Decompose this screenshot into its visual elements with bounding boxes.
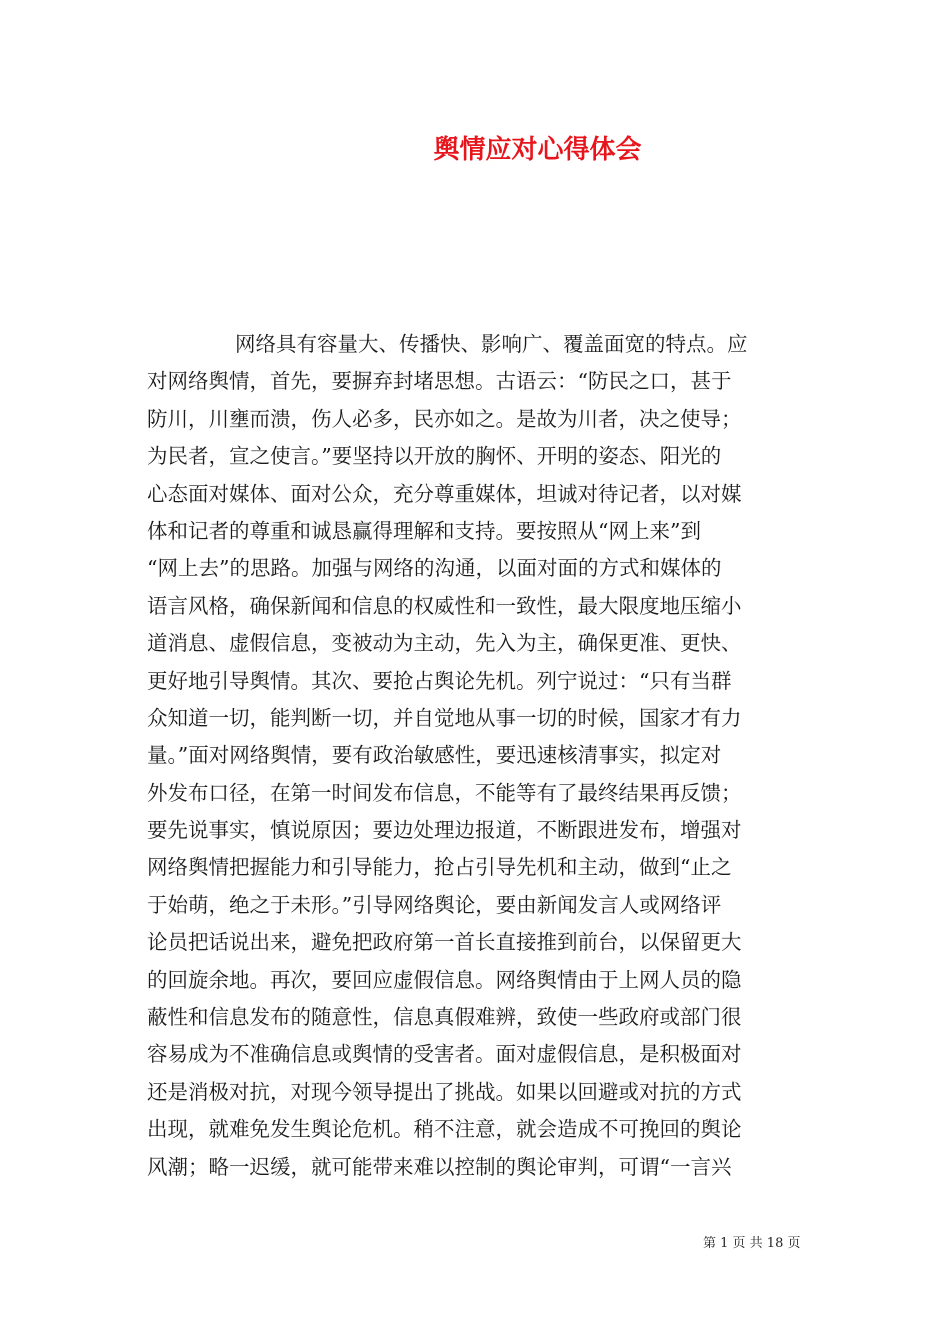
text-line: 更好地引导舆情。其次、要抢占舆论先机。列宁说过：“只有当群 — [147, 668, 732, 693]
text-line: 于始萌，绝之于未形。”引导网络舆论，要由新闻发言人或网络评 — [147, 892, 722, 917]
text-line: 心态面对媒体、面对公众，充分尊重媒体，坦诚对待记者，以对媒 — [147, 481, 742, 506]
text-line: 对网络舆情，首先，要摒弃封堵思想。古语云：“防民之口，甚于 — [147, 369, 732, 394]
text-line: 论员把话说出来，避免把政府第一首长直接推到前台，以保留更大 — [147, 930, 742, 955]
text-line: 网络舆情把握能力和引导能力，抢占引导先机和主动，做到“止之 — [147, 855, 732, 880]
document-title: 舆情应对心得体会 — [433, 135, 642, 165]
text-line: 的回旋余地。再次，要回应虚假信息。网络舆情由于上网人员的隐 — [147, 967, 742, 992]
text-line: 体和记者的尊重和诚恳赢得理解和支持。要按照从“网上来”到 — [147, 518, 701, 543]
text-line: 量。”面对网络舆情，要有政治敏感性，要迅速核清事实，拟定对 — [147, 743, 722, 768]
text-line: 容易成为不准确信息或舆情的受害者。面对虚假信息，是积极面对 — [147, 1042, 742, 1067]
text-line: 为民者，宣之使言。”要坚持以开放的胸怀、开明的姿态、阳光的 — [147, 444, 722, 469]
text-line: 语言风格，确保新闻和信息的权威性和一致性，最大限度地压缩小 — [147, 593, 742, 618]
page-number-footer: 第 1 页 共 18 页 — [703, 1236, 801, 1251]
text-line: 风潮；略一迟缓，就可能带来难以控制的舆论审判，可谓“一言兴 — [147, 1154, 732, 1179]
text-line: 还是消极对抗，对现今领导提出了挑战。如果以回避或对抗的方式 — [147, 1079, 742, 1104]
text-line: 众知道一切，能判断一切，并自觉地从事一切的时候，国家才有力 — [147, 705, 742, 730]
text-line: 出现，就难免发生舆论危机。稍不注意，就会造成不可挽回的舆论 — [147, 1117, 742, 1142]
text-line: 要先说事实，慎说原因；要边处理边报道，不断跟进发布，增强对 — [147, 818, 742, 843]
text-line: 蔽性和信息发布的随意性，信息真假难辨，致使一些政府或部门很 — [147, 1005, 742, 1030]
text-line: 道消息、虚假信息，变被动为主动，先入为主，确保更准、更快、 — [147, 631, 742, 656]
text-line: 外发布口径，在第一时间发布信息，不能等有了最终结果再反馈； — [147, 780, 742, 805]
text-line: 网络具有容量大、传播快、影响广、覆盖面宽的特点。应 — [235, 332, 748, 356]
text-line: 防川，川壅而溃，伤人必多，民亦如之。是故为川者，决之使导； — [147, 406, 742, 431]
body-paragraph — [147, 326, 804, 1186]
text-line: “网上去”的思路。加强与网络的沟通，以面对面的方式和媒体的 — [147, 556, 722, 581]
